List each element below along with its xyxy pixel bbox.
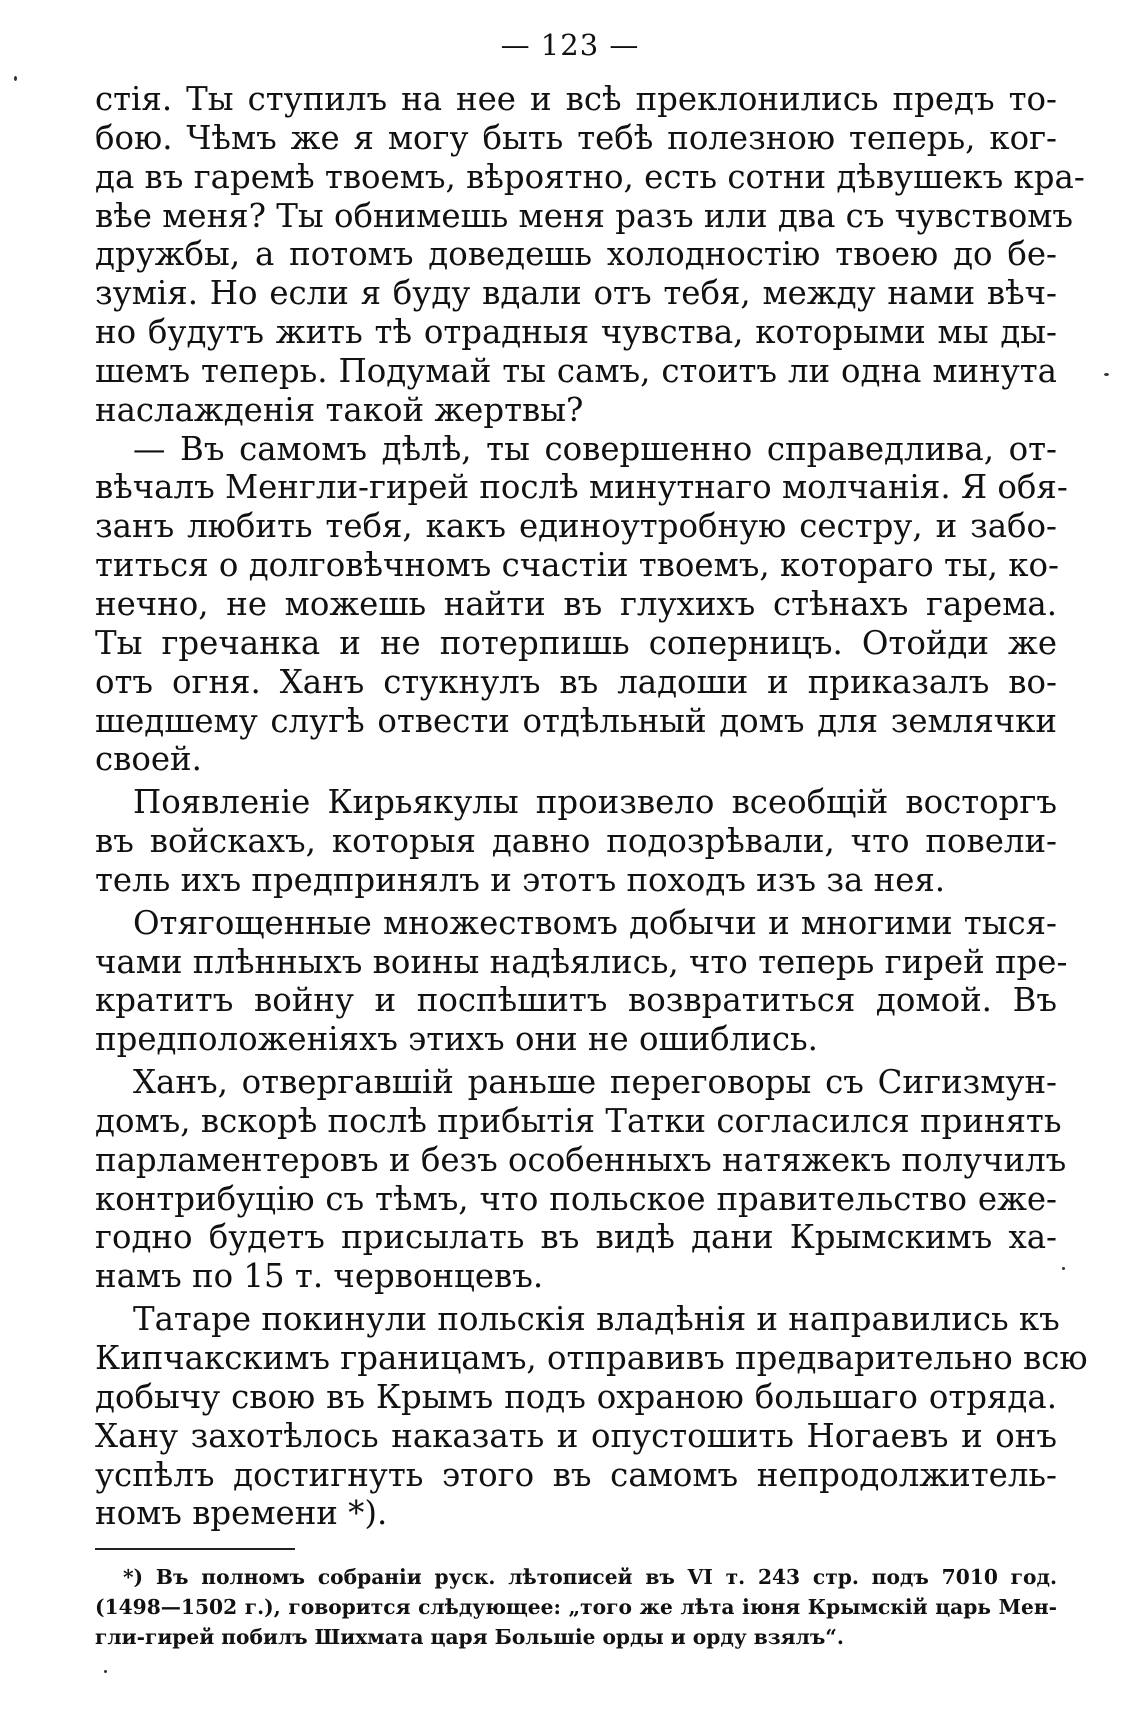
text-line: шедшему слугѣ отвести отдѣльный домъ для землячки bbox=[95, 701, 1057, 740]
text-line: зумія. Но если я буду вдали отъ тебя, между нами вѣч- bbox=[95, 274, 1057, 313]
text-line: годно будетъ присылать въ видѣ дани Крымскимъ ха- bbox=[95, 1218, 1057, 1257]
text-line: титься о долговѣчномъ счастіи твоемъ, котораго ты, ко- bbox=[95, 546, 1059, 585]
text-line: Кипчакскимъ границамъ, отправивъ предварительно всю bbox=[95, 1339, 1088, 1377]
text-line: Появленіе Кирьякулы произвело всеобщій восторгъ bbox=[133, 783, 1057, 822]
text-line: но будутъ жить тѣ отрадныя чувства, которыми мы ды- bbox=[95, 313, 1057, 352]
text-line: чами плѣнныхъ воины надѣялись, что теперь гирей пре- bbox=[95, 942, 1068, 981]
scan-speck bbox=[1104, 373, 1109, 376]
text-line: шемъ теперь. Подумай ты самъ, стоитъ ли одна минута bbox=[95, 351, 1057, 390]
paragraph-6 bbox=[95, 1300, 1088, 1533]
footnote-rule bbox=[95, 1548, 295, 1550]
text-line: Отягощенные множествомъ добычи и многими тыся- bbox=[133, 903, 1057, 942]
text-line: кратитъ войну и поспѣшитъ возвратиться домой. Въ bbox=[95, 981, 1057, 1020]
scan-speck bbox=[104, 1670, 107, 1673]
text-line: Ты гречанка и не потерпишь соперницъ. Отойди же bbox=[95, 623, 1057, 662]
text-line: парламентеровъ и безъ особенныхъ натяжекъ получилъ bbox=[95, 1140, 1067, 1179]
footnote bbox=[95, 1562, 1057, 1652]
text-line: тель ихъ предпринялъ и этотъ походъ изъ за нея. bbox=[95, 860, 946, 899]
paragraph-5 bbox=[95, 1063, 1067, 1296]
paragraph-1 bbox=[95, 80, 1085, 430]
text-line: Ханъ, отвергавшій раньше переговоры съ Сигизмун- bbox=[133, 1063, 1057, 1102]
text-line: нечно, не можешь найти въ глухихъ стѣнахъ гарема. bbox=[95, 584, 1057, 623]
footnote-line: *) Въ полномъ собраніи руск. лѣтописей въ VI т. 243 стр. подъ 7010 год. bbox=[123, 1565, 1057, 1589]
scan-speck bbox=[14, 76, 17, 81]
text-line: вѣе меня? Ты обнимешь меня разъ или два съ чувствомъ bbox=[95, 196, 1074, 235]
paragraph-2 bbox=[95, 429, 1068, 780]
text-line: номъ времени *). bbox=[95, 1494, 388, 1533]
text-line: своей. bbox=[95, 740, 202, 779]
page-number: — 123 — bbox=[500, 28, 640, 62]
text-line: въ войскахъ, которыя давно подозрѣвали, что повели- bbox=[95, 822, 1057, 861]
text-line: Татаре покинули польскія владѣнія и направились къ bbox=[133, 1300, 1060, 1339]
text-line: Хану захотѣлось наказать и опустошить Ногаевъ и онъ bbox=[95, 1416, 1057, 1455]
text-line: бою. Чѣмъ же я могу быть тебѣ полезною теперь, ког- bbox=[95, 118, 1057, 157]
text-line: успѣлъ достигнуть этого въ самомъ непродолжитель- bbox=[95, 1455, 1057, 1494]
text-line: — Въ самомъ дѣлѣ, ты совершенно справедлива, от- bbox=[133, 429, 1057, 468]
text-line: домъ, вскорѣ послѣ прибытія Татки согласился принять bbox=[95, 1101, 1062, 1140]
text-line: вѣчалъ Менгли-гирей послѣ минутнаго молчанія. Я обя- bbox=[95, 468, 1068, 507]
text-line: да въ гаремѣ твоемъ, вѣроятно, есть сотни дѣвушекъ кра- bbox=[95, 157, 1085, 196]
scan-speck bbox=[1062, 1267, 1065, 1270]
paragraph-3 bbox=[95, 783, 1057, 900]
text-line: наслажденія такой жертвы? bbox=[95, 390, 584, 429]
text-line: занъ любить тебя, какъ единоутробную сестру, и забо- bbox=[95, 507, 1057, 546]
text-line: добычу свою въ Крымъ подъ охраною большаго отряда. bbox=[95, 1377, 1057, 1416]
paragraph-4 bbox=[95, 903, 1068, 1059]
text-line: предположеніяхъ этихъ они не ошиблись. bbox=[95, 1020, 818, 1059]
text-line: стія. Ты ступилъ на нее и всѣ преклонились предъ то- bbox=[95, 80, 1057, 118]
text-line: намъ по 15 т. червонцевъ. bbox=[95, 1257, 544, 1296]
text-line: дружбы, а потомъ доведешь холодностію твоею до бе- bbox=[95, 235, 1057, 274]
footnote-line: (1498—1502 г.), говорится слѣдующее: „того же лѣта іюня Крымскій царь Мен- bbox=[95, 1595, 1057, 1619]
text-line: контрибуцію съ тѣмъ, что польское правительство еже- bbox=[95, 1179, 1057, 1218]
footnote-line: гли-гирей побилъ Шихмата царя Большіе орды и орду взялъ“. bbox=[95, 1625, 844, 1649]
body-text bbox=[95, 80, 1088, 1533]
text-line: отъ огня. Ханъ стукнулъ въ ладоши и приказалъ во- bbox=[95, 662, 1057, 701]
